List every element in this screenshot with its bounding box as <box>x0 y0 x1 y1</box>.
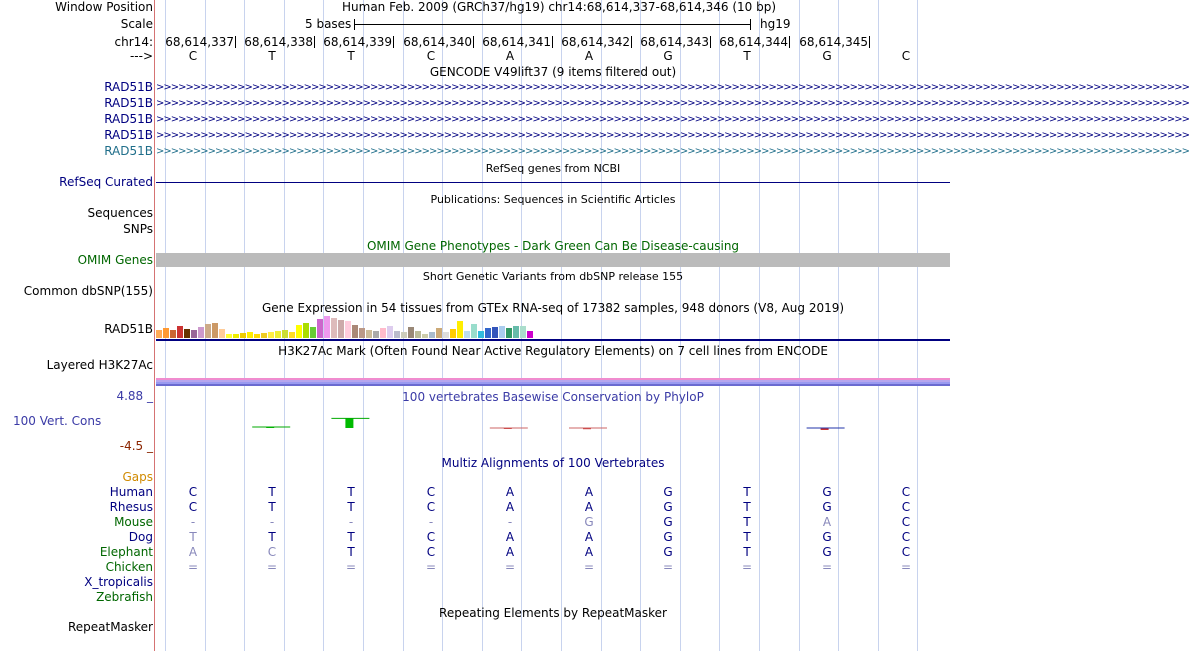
multiz-base: G <box>822 500 832 514</box>
window-position-label: Window Position <box>55 0 153 14</box>
scale-label: Scale <box>120 17 153 31</box>
gtex-tissue-bar[interactable] <box>191 330 197 338</box>
multiz-base: C <box>426 545 436 559</box>
gtex-tissue-bar[interactable] <box>296 325 302 338</box>
multiz-base: = <box>741 560 753 574</box>
gtex-title: Gene Expression in 54 tissues from GTEx RNA-seq of 17382 samples, 948 donors (V8, Aug 2019) <box>261 301 845 315</box>
phylop-plot[interactable] <box>156 400 950 450</box>
gtex-tissue-bar[interactable] <box>499 326 505 338</box>
gtex-tissue-bar[interactable] <box>359 328 365 338</box>
multiz-base: G <box>663 485 673 499</box>
ruler-tick <box>235 36 236 48</box>
gtex-tissue-bar[interactable] <box>324 316 330 338</box>
dna-base: C <box>426 49 436 63</box>
gencode-gene-label[interactable]: RAD51B <box>104 80 153 94</box>
multiz-base: - <box>507 515 513 529</box>
phylop-min-label: -4.5 _ <box>119 439 153 453</box>
gtex-tissue-bar[interactable] <box>520 326 526 338</box>
label-divider <box>154 0 155 651</box>
multiz-species-label[interactable]: Zebrafish <box>96 590 153 604</box>
gtex-tissue-bar[interactable] <box>198 327 204 338</box>
ruler-tick <box>631 36 632 48</box>
dna-base: C <box>901 49 911 63</box>
h3k27ac-title: H3K27Ac Mark (Often Found Near Active Regulatory Elements) on 7 cell lines from ENCODE <box>278 344 828 358</box>
ruler-position-label: 68,614,342 <box>561 35 630 49</box>
multiz-base: = <box>583 560 595 574</box>
dbsnp-label[interactable]: Common dbSNP(155) <box>23 284 153 298</box>
multiz-base: = <box>266 560 278 574</box>
gtex-tissue-bar[interactable] <box>219 329 225 338</box>
multiz-base: = <box>662 560 674 574</box>
multiz-base: T <box>347 530 355 544</box>
multiz-base: C <box>426 530 436 544</box>
gencode-transcript[interactable]: >>>>>>>>>>>>>>>>>>>>>>>>>>>>>>>>>>>>>>>>>>>>>>>>>>>>>>>>>>>>>>>>>>>>>>>>>>>>>>>>>>>>>>>>>>>>>>>>>>>>>>>>>>>>>>>>>>>>>>>>>>>>>>>>>>>>>>>>>>>> <box>156 130 1189 141</box>
multiz-base: - <box>348 515 354 529</box>
chrom-label: chr14: <box>114 35 153 49</box>
multiz-base: T <box>743 485 751 499</box>
gtex-gene-label[interactable]: RAD51B <box>104 322 153 336</box>
omim-title: OMIM Gene Phenotypes - Dark Green Can Be Disease-causing <box>366 239 740 253</box>
ruler-position-label: 68,614,344 <box>719 35 788 49</box>
multiz-title: Multiz Alignments of 100 Vertebrates <box>441 456 665 470</box>
dna-base: T <box>743 49 751 63</box>
gencode-gene-label[interactable]: RAD51B <box>104 96 153 110</box>
ruler-position-label: 68,614,337 <box>165 35 234 49</box>
dna-base: G <box>663 49 673 63</box>
ruler-position-label: 68,614,343 <box>640 35 709 49</box>
gtex-tissue-bar[interactable] <box>345 321 351 338</box>
dna-base: A <box>505 49 515 63</box>
refseq-label[interactable]: RefSeq Curated <box>59 175 153 189</box>
multiz-base: T <box>347 500 355 514</box>
gencode-gene-label[interactable]: RAD51B <box>104 112 153 126</box>
dna-base: T <box>347 49 355 63</box>
multiz-base: G <box>584 515 594 529</box>
phylop-title: 100 vertebrates Basewise Conservation by PhyloP <box>402 390 704 404</box>
ruler-tick <box>869 36 870 48</box>
gtex-tissue-bar[interactable] <box>387 326 393 338</box>
scale-bar <box>354 24 750 25</box>
gtex-tissue-bar[interactable] <box>205 324 211 338</box>
gtex-tissue-bar[interactable] <box>464 331 470 338</box>
gtex-tissue-bar[interactable] <box>338 320 344 338</box>
strand-label: ---> <box>129 49 153 63</box>
repeatmasker-title: Repeating Elements by RepeatMasker <box>439 606 667 620</box>
dna-base: T <box>268 49 276 63</box>
gtex-tissue-bar[interactable] <box>177 326 183 338</box>
gtex-tissue-bar[interactable] <box>415 331 421 338</box>
gtex-tissue-bar[interactable] <box>275 331 281 338</box>
publications-title: Publications: Sequences in Scientific Articles <box>430 193 676 206</box>
refseq-title: RefSeq genes from NCBI <box>485 162 621 175</box>
multiz-base: C <box>267 545 277 559</box>
repeatmasker-label[interactable]: RepeatMasker <box>67 620 153 634</box>
ruler-tick <box>473 36 474 48</box>
gencode-gene-label[interactable]: RAD51B <box>104 128 153 142</box>
ruler-tick <box>314 36 315 48</box>
gtex-tissue-bar[interactable] <box>380 328 386 338</box>
multiz-base: = <box>504 560 516 574</box>
multiz-species-label[interactable]: Human <box>109 485 153 499</box>
multiz-base: T <box>189 530 197 544</box>
multiz-base: A <box>505 500 515 514</box>
multiz-base: - <box>190 515 196 529</box>
gtex-tissue-bar[interactable] <box>366 330 372 338</box>
dbsnp-title: Short Genetic Variants from dbSNP release 155 <box>422 270 684 283</box>
gtex-tissue-bar[interactable] <box>289 332 295 338</box>
gtex-tissue-bar[interactable] <box>352 325 358 338</box>
gtex-tissue-bar[interactable] <box>331 318 337 338</box>
gtex-tissue-bar[interactable] <box>457 321 463 338</box>
multiz-species-label[interactable]: Rhesus <box>109 500 153 514</box>
gencode-title: GENCODE V49lift37 (9 items filtered out) <box>429 65 677 79</box>
ruler-position-label: 68,614,341 <box>482 35 551 49</box>
multiz-base: C <box>901 485 911 499</box>
publications-sequences-label[interactable]: Sequences <box>87 206 153 220</box>
omim-gene-bar[interactable] <box>156 253 950 267</box>
ruler-position-label: 68,614,345 <box>799 35 868 49</box>
multiz-base: C <box>426 485 436 499</box>
gtex-tissue-bar[interactable] <box>310 327 316 338</box>
multiz-base: A <box>584 530 594 544</box>
multiz-base: G <box>822 545 832 559</box>
multiz-base: T <box>347 485 355 499</box>
gtex-tissue-bar[interactable] <box>261 333 267 338</box>
multiz-species-label[interactable]: Dog <box>128 530 153 544</box>
gtex-tissue-bar[interactable] <box>443 332 449 338</box>
gencode-transcript[interactable]: >>>>>>>>>>>>>>>>>>>>>>>>>>>>>>>>>>>>>>>>>>>>>>>>>>>>>>>>>>>>>>>>>>>>>>>>>>>>>>>>>>>>>>>>>>>>>>>>>>>>>>>>>>>>>>>>>>>>>>>>>>>>>>>>>>>>>>>>>>>> <box>156 146 1189 157</box>
multiz-base: C <box>901 545 911 559</box>
window-position-value: Human Feb. 2009 (GRCh37/hg19) chr14:68,614,337-68,614,346 (10 bp) <box>342 0 777 14</box>
gtex-tissue-bar[interactable] <box>436 328 442 338</box>
scale-bar-left-tick <box>354 19 355 30</box>
gtex-tissue-bar[interactable] <box>429 332 435 338</box>
multiz-base: = <box>345 560 357 574</box>
omim-label[interactable]: OMIM Genes <box>77 253 153 267</box>
dna-base: C <box>188 49 198 63</box>
gtex-tissue-bar[interactable] <box>268 332 274 338</box>
multiz-base: T <box>347 545 355 559</box>
multiz-base: G <box>822 485 832 499</box>
multiz-base: A <box>505 545 515 559</box>
multiz-base: T <box>743 530 751 544</box>
multiz-base: G <box>663 530 673 544</box>
dna-base: A <box>584 49 594 63</box>
multiz-species-label[interactable]: Mouse <box>114 515 153 529</box>
multiz-gaps-label[interactable]: Gaps <box>122 470 153 484</box>
gtex-tissue-bar[interactable] <box>156 330 162 338</box>
multiz-base: A <box>505 485 515 499</box>
gtex-tissue-bar[interactable] <box>254 334 260 338</box>
scale-bar-right-tick <box>750 19 751 30</box>
gtex-tissue-bar[interactable] <box>282 330 288 338</box>
gtex-tissue-bar[interactable] <box>401 332 407 338</box>
multiz-base: C <box>188 500 198 514</box>
multiz-base: T <box>743 500 751 514</box>
ruler-tick <box>552 36 553 48</box>
multiz-species-label[interactable]: Chicken <box>105 560 153 574</box>
multiz-base: T <box>268 530 276 544</box>
gtex-tissue-bar[interactable] <box>163 328 169 338</box>
gtex-tissue-bar[interactable] <box>373 331 379 338</box>
gencode-gene-label[interactable]: RAD51B <box>104 144 153 158</box>
h3k27ac-label[interactable]: Layered H3K27Ac <box>46 358 153 372</box>
multiz-base: C <box>901 500 911 514</box>
gtex-tissue-bar[interactable] <box>478 331 484 338</box>
ruler-position-label: 68,614,340 <box>403 35 472 49</box>
gtex-tissue-bar[interactable] <box>212 323 218 338</box>
multiz-base: A <box>505 530 515 544</box>
ruler-tick <box>789 36 790 48</box>
multiz-base: G <box>822 530 832 544</box>
phylop-score-bar <box>345 418 353 428</box>
multiz-base: A <box>584 500 594 514</box>
multiz-base: T <box>743 515 751 529</box>
gtex-tissue-bar[interactable] <box>317 319 323 338</box>
multiz-base: G <box>663 515 673 529</box>
multiz-base: = <box>425 560 437 574</box>
phylop-label[interactable]: 100 Vert. Cons <box>13 414 102 428</box>
ruler-tick <box>710 36 711 48</box>
gtex-tissue-bar[interactable] <box>226 334 232 338</box>
gtex-tissue-bar[interactable] <box>170 330 176 338</box>
multiz-base: C <box>901 530 911 544</box>
multiz-species-label[interactable]: X_tropicalis <box>84 575 153 589</box>
multiz-base: - <box>428 515 434 529</box>
gtex-bar-chart[interactable] <box>156 316 556 338</box>
multiz-base: C <box>426 500 436 514</box>
multiz-base: G <box>663 545 673 559</box>
multiz-base: T <box>268 500 276 514</box>
multiz-base: T <box>268 485 276 499</box>
gencode-transcript[interactable]: >>>>>>>>>>>>>>>>>>>>>>>>>>>>>>>>>>>>>>>>>>>>>>>>>>>>>>>>>>>>>>>>>>>>>>>>>>>>>>>>>>>>>>>>>>>>>>>>>>>>>>>>>>>>>>>>>>>>>>>>>>>>>>>>>>>>>>>>>>>> <box>156 98 1189 109</box>
gencode-transcript[interactable]: >>>>>>>>>>>>>>>>>>>>>>>>>>>>>>>>>>>>>>>>>>>>>>>>>>>>>>>>>>>>>>>>>>>>>>>>>>>>>>>>>>>>>>>>>>>>>>>>>>>>>>>>>>>>>>>>>>>>>>>>>>>>>>>>>>>>>>>>>>>> <box>156 82 1189 93</box>
h3k27ac-signal[interactable] <box>156 378 950 386</box>
multiz-base: - <box>269 515 275 529</box>
gtex-tissue-bar[interactable] <box>247 332 253 338</box>
ruler-tick <box>393 36 394 48</box>
gtex-tissue-bar[interactable] <box>527 331 533 338</box>
multiz-base: A <box>584 485 594 499</box>
phylop-max-label: 4.88 _ <box>116 389 153 403</box>
multiz-base: = <box>821 560 833 574</box>
gtex-tissue-bar[interactable] <box>485 328 491 338</box>
ruler-position-label: 68,614,338 <box>244 35 313 49</box>
multiz-species-label[interactable]: Elephant <box>99 545 153 559</box>
publications-snps-label[interactable]: SNPs <box>123 222 153 236</box>
multiz-base: T <box>743 545 751 559</box>
gencode-transcript[interactable]: >>>>>>>>>>>>>>>>>>>>>>>>>>>>>>>>>>>>>>>>>>>>>>>>>>>>>>>>>>>>>>>>>>>>>>>>>>>>>>>>>>>>>>>>>>>>>>>>>>>>>>>>>>>>>>>>>>>>>>>>>>>>>>>>>>>>>>>>>>>> <box>156 114 1189 125</box>
scale-text: 5 bases <box>305 17 352 31</box>
multiz-base: C <box>188 485 198 499</box>
multiz-base: = <box>900 560 912 574</box>
refseq-gene-line[interactable] <box>156 182 950 183</box>
gtex-tissue-bar[interactable] <box>450 329 456 338</box>
gtex-tissue-bar[interactable] <box>513 326 519 338</box>
gtex-tissue-bar[interactable] <box>303 323 309 338</box>
gtex-tissue-bar[interactable] <box>184 329 190 338</box>
multiz-base: A <box>188 545 198 559</box>
multiz-base: A <box>822 515 832 529</box>
gtex-tissue-bar[interactable] <box>492 327 498 338</box>
gtex-tissue-bar[interactable] <box>471 324 477 338</box>
gtex-tissue-bar[interactable] <box>240 333 246 338</box>
gtex-tissue-bar[interactable] <box>506 328 512 338</box>
multiz-base: A <box>584 545 594 559</box>
gtex-baseline <box>156 339 950 341</box>
gtex-tissue-bar[interactable] <box>233 334 239 338</box>
multiz-base: = <box>187 560 199 574</box>
multiz-base: G <box>663 500 673 514</box>
dna-base: G <box>822 49 832 63</box>
gtex-tissue-bar[interactable] <box>394 331 400 338</box>
ruler-position-label: 68,614,339 <box>323 35 392 49</box>
gtex-tissue-bar[interactable] <box>422 334 428 338</box>
assembly-label: hg19 <box>760 17 791 31</box>
gtex-tissue-bar[interactable] <box>408 327 414 338</box>
multiz-base: C <box>901 515 911 529</box>
